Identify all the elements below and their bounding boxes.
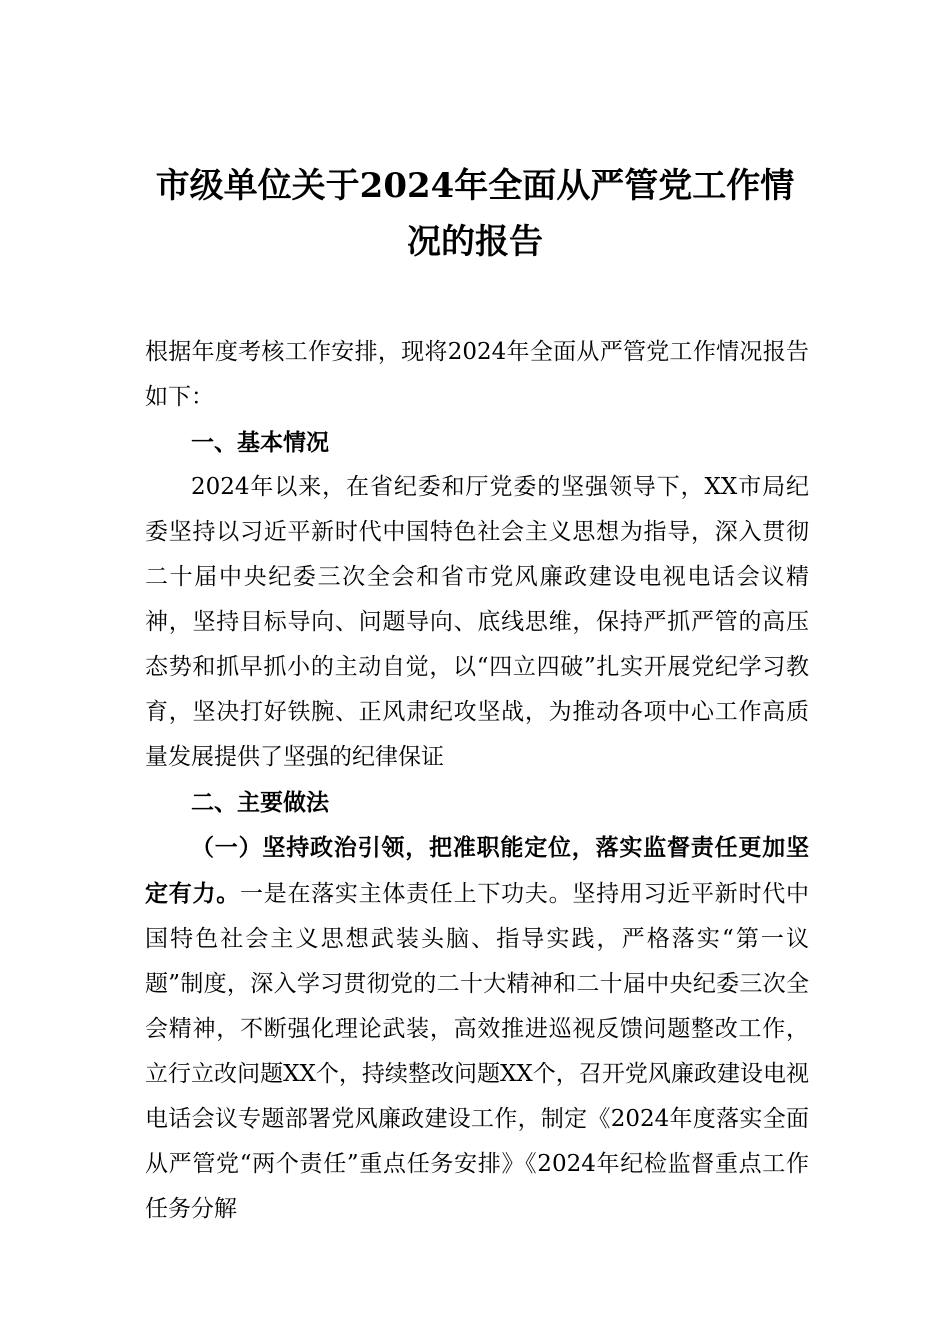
subsection-lead-1: （一）坚持政治引领，把准职能定位，落实监督责任更加坚定有力。 xyxy=(145,834,809,907)
document-title: 市级单位关于2024年全面从严管党工作情况的报告 xyxy=(155,166,795,262)
document-body xyxy=(145,330,809,1232)
subsection-paragraph-1 xyxy=(145,825,809,1232)
section-heading-practices: 二、主要做法 xyxy=(191,789,329,816)
subsection-body-1: 一是在落实主体责任上下功夫。坚持用习近平新时代中国特色社会主义思想武装头脑、指导实践，严格落实“第一议题”制度，深入学习贯彻党的二十大精神和二十届中央纪委三次全会精神，不断强化理论武装，高效推进巡视反馈问题整改工作，立行立改问题XX个，持续整改问题XX个，召开党风廉政建设电视电话会议专题部署党风廉政建设工作，制定《2024年度落实全面从严管党“两个责任”重点任务安排》《2024年纪检监督重点工作任务分解 xyxy=(145,881,810,1222)
section-heading-basic: 一、基本情况 xyxy=(191,429,329,456)
section-paragraph-basic: 2024年以来，在省纪委和厅党委的坚强领导下，XX市局纪委坚持以习近平新时代中国特色社会主义思想为指导，深入贯彻二十届中央纪委三次全会和省市党风廉政建设电视电话会议精神，坚持目标导向、问题导向、底线思维，保持严抓严管的高压态势和抓早抓小的主动自觉，以“四立四破”扎实开展党纪学习教育，坚决打好铁腕、正风肃纪攻坚战，为推动各项中心工作高质量发展提供了坚强的纪律保证 xyxy=(145,474,809,770)
intro-paragraph: 根据年度考核工作安排，现将2024年全面从严管党工作情况报告如下： xyxy=(145,339,809,410)
